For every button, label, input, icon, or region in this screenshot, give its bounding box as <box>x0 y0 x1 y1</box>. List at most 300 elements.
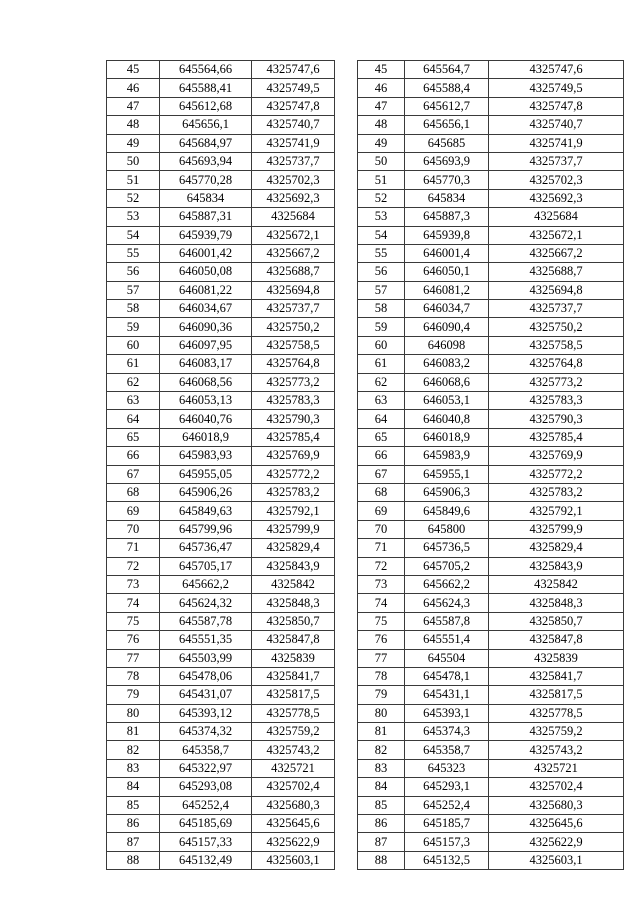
x-coordinate-cell: 645800 <box>405 520 489 538</box>
x-coordinate-cell: 645983,93 <box>160 447 252 465</box>
x-coordinate-cell: 645705,17 <box>160 557 252 575</box>
x-coordinate-cell: 645252,4 <box>160 796 252 814</box>
y-coordinate-cell: 4325772,2 <box>489 465 624 483</box>
x-coordinate-cell: 645849,6 <box>405 502 489 520</box>
point-number-cell: 56 <box>358 263 405 281</box>
point-number-cell: 54 <box>107 226 160 244</box>
y-coordinate-cell: 4325750,2 <box>252 318 335 336</box>
table-row <box>107 631 335 649</box>
table-row <box>107 778 335 796</box>
table-row <box>107 667 335 685</box>
point-number-cell: 66 <box>107 447 160 465</box>
x-coordinate-cell: 646018,9 <box>405 428 489 446</box>
x-coordinate-cell: 646081,2 <box>405 281 489 299</box>
y-coordinate-cell: 4325702,4 <box>489 778 624 796</box>
table-row <box>107 686 335 704</box>
x-coordinate-cell: 645939,8 <box>405 226 489 244</box>
y-coordinate-cell: 4325759,2 <box>489 723 624 741</box>
x-coordinate-cell: 645358,7 <box>405 741 489 759</box>
table-row <box>358 208 624 226</box>
point-number-cell: 73 <box>358 575 405 593</box>
x-coordinate-cell: 645132,5 <box>405 851 489 869</box>
x-coordinate-cell: 645887,31 <box>160 208 252 226</box>
y-coordinate-cell: 4325740,7 <box>252 116 335 134</box>
point-number-cell: 75 <box>358 612 405 630</box>
table-row <box>358 79 624 97</box>
y-coordinate-cell: 4325721 <box>489 759 624 777</box>
table-row <box>358 336 624 354</box>
table-row <box>358 281 624 299</box>
table-row <box>358 410 624 428</box>
x-coordinate-cell: 646068,6 <box>405 373 489 391</box>
x-coordinate-cell: 645478,06 <box>160 667 252 685</box>
point-number-cell: 52 <box>358 189 405 207</box>
table-row <box>107 61 335 79</box>
x-coordinate-cell: 645624,32 <box>160 594 252 612</box>
y-coordinate-cell: 4325743,2 <box>489 741 624 759</box>
table-row <box>358 520 624 538</box>
y-coordinate-cell: 4325842 <box>252 575 335 593</box>
point-number-cell: 78 <box>107 667 160 685</box>
point-number-cell: 82 <box>358 741 405 759</box>
table-row <box>358 483 624 501</box>
y-coordinate-cell: 4325790,3 <box>489 410 624 428</box>
point-number-cell: 83 <box>358 759 405 777</box>
x-coordinate-cell: 645612,68 <box>160 97 252 115</box>
table-row <box>107 300 335 318</box>
y-coordinate-cell: 4325680,3 <box>489 796 624 814</box>
table-row <box>107 79 335 97</box>
y-coordinate-cell: 4325773,2 <box>489 373 624 391</box>
point-number-cell: 65 <box>107 428 160 446</box>
point-number-cell: 53 <box>358 208 405 226</box>
x-coordinate-cell: 645770,3 <box>405 171 489 189</box>
table-row <box>107 502 335 520</box>
table-row <box>107 263 335 281</box>
table-row <box>358 851 624 869</box>
point-number-cell: 51 <box>107 171 160 189</box>
table-row <box>107 97 335 115</box>
point-number-cell: 71 <box>107 539 160 557</box>
y-coordinate-cell: 4325848,3 <box>489 594 624 612</box>
point-number-cell: 48 <box>358 116 405 134</box>
point-number-cell: 83 <box>107 759 160 777</box>
point-number-cell: 60 <box>107 336 160 354</box>
x-coordinate-cell: 645656,1 <box>160 116 252 134</box>
table-row <box>358 465 624 483</box>
x-coordinate-cell: 645431,07 <box>160 686 252 704</box>
x-coordinate-cell: 645374,32 <box>160 723 252 741</box>
y-coordinate-cell: 4325672,1 <box>252 226 335 244</box>
y-coordinate-cell: 4325758,5 <box>252 336 335 354</box>
table-row <box>358 97 624 115</box>
point-number-cell: 58 <box>107 300 160 318</box>
table-row <box>358 796 624 814</box>
x-coordinate-cell: 646068,56 <box>160 373 252 391</box>
table-row <box>358 355 624 373</box>
x-coordinate-cell: 645736,47 <box>160 539 252 557</box>
x-coordinate-cell: 646001,4 <box>405 244 489 262</box>
point-number-cell: 80 <box>358 704 405 722</box>
y-coordinate-cell: 4325749,5 <box>252 79 335 97</box>
coordinates-table-right-body <box>358 61 624 870</box>
point-number-cell: 57 <box>107 281 160 299</box>
y-coordinate-cell: 4325817,5 <box>489 686 624 704</box>
point-number-cell: 47 <box>107 97 160 115</box>
table-row <box>107 539 335 557</box>
table-row <box>107 815 335 833</box>
x-coordinate-cell: 646050,08 <box>160 263 252 281</box>
table-row <box>107 723 335 741</box>
point-number-cell: 62 <box>107 373 160 391</box>
y-coordinate-cell: 4325769,9 <box>252 447 335 465</box>
point-number-cell: 54 <box>358 226 405 244</box>
y-coordinate-cell: 4325847,8 <box>252 631 335 649</box>
table-row <box>107 465 335 483</box>
y-coordinate-cell: 4325764,8 <box>489 355 624 373</box>
x-coordinate-cell: 645955,05 <box>160 465 252 483</box>
table-row <box>107 355 335 373</box>
point-number-cell: 50 <box>358 152 405 170</box>
x-coordinate-cell: 646034,7 <box>405 300 489 318</box>
y-coordinate-cell: 4325790,3 <box>252 410 335 428</box>
y-coordinate-cell: 4325758,5 <box>489 336 624 354</box>
y-coordinate-cell: 4325737,7 <box>489 300 624 318</box>
x-coordinate-cell: 645662,2 <box>405 575 489 593</box>
y-coordinate-cell: 4325747,6 <box>252 61 335 79</box>
y-coordinate-cell: 4325737,7 <box>252 300 335 318</box>
x-coordinate-cell: 645374,3 <box>405 723 489 741</box>
x-coordinate-cell: 645906,26 <box>160 483 252 501</box>
y-coordinate-cell: 4325839 <box>489 649 624 667</box>
point-number-cell: 49 <box>358 134 405 152</box>
point-number-cell: 67 <box>358 465 405 483</box>
table-row <box>358 171 624 189</box>
x-coordinate-cell: 645588,4 <box>405 79 489 97</box>
point-number-cell: 88 <box>107 851 160 869</box>
y-coordinate-cell: 4325737,7 <box>252 152 335 170</box>
y-coordinate-cell: 4325783,3 <box>252 392 335 410</box>
table-row <box>358 723 624 741</box>
coordinates-table-left-body <box>107 61 335 870</box>
x-coordinate-cell: 645693,9 <box>405 152 489 170</box>
point-number-cell: 51 <box>358 171 405 189</box>
point-number-cell: 65 <box>358 428 405 446</box>
point-number-cell: 78 <box>358 667 405 685</box>
point-number-cell: 71 <box>358 539 405 557</box>
point-number-cell: 59 <box>358 318 405 336</box>
table-row <box>358 649 624 667</box>
table-row <box>107 336 335 354</box>
point-number-cell: 76 <box>107 631 160 649</box>
point-number-cell: 45 <box>358 61 405 79</box>
point-number-cell: 61 <box>107 355 160 373</box>
table-row <box>358 704 624 722</box>
x-coordinate-cell: 645185,7 <box>405 815 489 833</box>
y-coordinate-cell: 4325773,2 <box>252 373 335 391</box>
point-number-cell: 70 <box>107 520 160 538</box>
y-coordinate-cell: 4325747,8 <box>252 97 335 115</box>
y-coordinate-cell: 4325764,8 <box>252 355 335 373</box>
point-number-cell: 55 <box>358 244 405 262</box>
y-coordinate-cell: 4325783,2 <box>252 483 335 501</box>
point-number-cell: 56 <box>107 263 160 281</box>
point-number-cell: 74 <box>107 594 160 612</box>
point-number-cell: 47 <box>358 97 405 115</box>
table-row <box>107 851 335 869</box>
table-row <box>107 428 335 446</box>
x-coordinate-cell: 645431,1 <box>405 686 489 704</box>
y-coordinate-cell: 4325783,3 <box>489 392 624 410</box>
table-row <box>358 539 624 557</box>
y-coordinate-cell: 4325737,7 <box>489 152 624 170</box>
x-coordinate-cell: 645736,5 <box>405 539 489 557</box>
y-coordinate-cell: 4325792,1 <box>489 502 624 520</box>
table-row <box>358 152 624 170</box>
table-row <box>358 189 624 207</box>
y-coordinate-cell: 4325842 <box>489 575 624 593</box>
point-number-cell: 72 <box>107 557 160 575</box>
y-coordinate-cell: 4325694,8 <box>489 281 624 299</box>
point-number-cell: 63 <box>107 392 160 410</box>
table-row <box>358 300 624 318</box>
table-row <box>358 318 624 336</box>
table-row <box>107 833 335 851</box>
y-coordinate-cell: 4325850,7 <box>252 612 335 630</box>
y-coordinate-cell: 4325688,7 <box>489 263 624 281</box>
x-coordinate-cell: 645504 <box>405 649 489 667</box>
point-number-cell: 74 <box>358 594 405 612</box>
point-number-cell: 79 <box>107 686 160 704</box>
y-coordinate-cell: 4325743,2 <box>252 741 335 759</box>
point-number-cell: 77 <box>358 649 405 667</box>
point-number-cell: 86 <box>107 815 160 833</box>
table-row <box>358 575 624 593</box>
point-number-cell: 86 <box>358 815 405 833</box>
table-row <box>107 171 335 189</box>
point-number-cell: 70 <box>358 520 405 538</box>
x-coordinate-cell: 645906,3 <box>405 483 489 501</box>
x-coordinate-cell: 646098 <box>405 336 489 354</box>
point-number-cell: 46 <box>107 79 160 97</box>
y-coordinate-cell: 4325817,5 <box>252 686 335 704</box>
x-coordinate-cell: 645478,1 <box>405 667 489 685</box>
y-coordinate-cell: 4325672,1 <box>489 226 624 244</box>
x-coordinate-cell: 645322,97 <box>160 759 252 777</box>
point-number-cell: 48 <box>107 116 160 134</box>
y-coordinate-cell: 4325702,3 <box>489 171 624 189</box>
table-row <box>358 428 624 446</box>
point-number-cell: 80 <box>107 704 160 722</box>
point-number-cell: 68 <box>358 483 405 501</box>
point-number-cell: 87 <box>107 833 160 851</box>
point-number-cell: 49 <box>107 134 160 152</box>
point-number-cell: 81 <box>107 723 160 741</box>
x-coordinate-cell: 645564,7 <box>405 61 489 79</box>
table-row <box>358 759 624 777</box>
table-row <box>358 833 624 851</box>
point-number-cell: 64 <box>358 410 405 428</box>
point-number-cell: 84 <box>107 778 160 796</box>
y-coordinate-cell: 4325841,7 <box>489 667 624 685</box>
table-row <box>358 557 624 575</box>
point-number-cell: 69 <box>358 502 405 520</box>
x-coordinate-cell: 645887,3 <box>405 208 489 226</box>
point-number-cell: 85 <box>107 796 160 814</box>
table-row <box>107 704 335 722</box>
y-coordinate-cell: 4325684 <box>489 208 624 226</box>
x-coordinate-cell: 645564,66 <box>160 61 252 79</box>
y-coordinate-cell: 4325702,3 <box>252 171 335 189</box>
x-coordinate-cell: 645799,96 <box>160 520 252 538</box>
table-row <box>107 152 335 170</box>
x-coordinate-cell: 645252,4 <box>405 796 489 814</box>
x-coordinate-cell: 645624,3 <box>405 594 489 612</box>
point-number-cell: 84 <box>358 778 405 796</box>
y-coordinate-cell: 4325799,9 <box>489 520 624 538</box>
table-row <box>358 667 624 685</box>
x-coordinate-cell: 646034,67 <box>160 300 252 318</box>
x-coordinate-cell: 645358,7 <box>160 741 252 759</box>
y-coordinate-cell: 4325829,4 <box>489 539 624 557</box>
point-number-cell: 87 <box>358 833 405 851</box>
point-number-cell: 46 <box>358 79 405 97</box>
table-row <box>107 575 335 593</box>
x-coordinate-cell: 646090,4 <box>405 318 489 336</box>
y-coordinate-cell: 4325850,7 <box>489 612 624 630</box>
y-coordinate-cell: 4325785,4 <box>489 428 624 446</box>
y-coordinate-cell: 4325772,2 <box>252 465 335 483</box>
x-coordinate-cell: 645693,94 <box>160 152 252 170</box>
point-number-cell: 88 <box>358 851 405 869</box>
point-number-cell: 67 <box>107 465 160 483</box>
y-coordinate-cell: 4325721 <box>252 759 335 777</box>
table-row <box>107 520 335 538</box>
y-coordinate-cell: 4325692,3 <box>489 189 624 207</box>
x-coordinate-cell: 645393,12 <box>160 704 252 722</box>
point-number-cell: 79 <box>358 686 405 704</box>
point-number-cell: 69 <box>107 502 160 520</box>
table-row <box>107 244 335 262</box>
x-coordinate-cell: 645587,78 <box>160 612 252 630</box>
y-coordinate-cell: 4325783,2 <box>489 483 624 501</box>
x-coordinate-cell: 646050,1 <box>405 263 489 281</box>
point-number-cell: 75 <box>107 612 160 630</box>
x-coordinate-cell: 645323 <box>405 759 489 777</box>
y-coordinate-cell: 4325645,6 <box>489 815 624 833</box>
table-row <box>107 208 335 226</box>
y-coordinate-cell: 4325741,9 <box>489 134 624 152</box>
x-coordinate-cell: 646018,9 <box>160 428 252 446</box>
table-row <box>358 61 624 79</box>
y-coordinate-cell: 4325603,1 <box>252 851 335 869</box>
y-coordinate-cell: 4325622,9 <box>252 833 335 851</box>
point-number-cell: 52 <box>107 189 160 207</box>
x-coordinate-cell: 646040,76 <box>160 410 252 428</box>
table-row <box>358 686 624 704</box>
table-row <box>107 189 335 207</box>
table-row <box>107 281 335 299</box>
x-coordinate-cell: 645770,28 <box>160 171 252 189</box>
x-coordinate-cell: 645685 <box>405 134 489 152</box>
x-coordinate-cell: 645588,41 <box>160 79 252 97</box>
point-number-cell: 50 <box>107 152 160 170</box>
table-row <box>358 373 624 391</box>
y-coordinate-cell: 4325692,3 <box>252 189 335 207</box>
point-number-cell: 73 <box>107 575 160 593</box>
x-coordinate-cell: 646001,42 <box>160 244 252 262</box>
y-coordinate-cell: 4325749,5 <box>489 79 624 97</box>
y-coordinate-cell: 4325785,4 <box>252 428 335 446</box>
y-coordinate-cell: 4325792,1 <box>252 502 335 520</box>
table-row <box>107 483 335 501</box>
table-row <box>358 594 624 612</box>
coordinates-table-left <box>106 60 335 870</box>
table-row <box>358 631 624 649</box>
table-row <box>358 226 624 244</box>
point-number-cell: 82 <box>107 741 160 759</box>
table-row <box>107 134 335 152</box>
x-coordinate-cell: 645705,2 <box>405 557 489 575</box>
table-row <box>358 815 624 833</box>
point-number-cell: 61 <box>358 355 405 373</box>
y-coordinate-cell: 4325741,9 <box>252 134 335 152</box>
point-number-cell: 53 <box>107 208 160 226</box>
table-row <box>358 134 624 152</box>
x-coordinate-cell: 645939,79 <box>160 226 252 244</box>
x-coordinate-cell: 646090,36 <box>160 318 252 336</box>
x-coordinate-cell: 645983,9 <box>405 447 489 465</box>
y-coordinate-cell: 4325759,2 <box>252 723 335 741</box>
table-row <box>358 263 624 281</box>
x-coordinate-cell: 645849,63 <box>160 502 252 520</box>
table-row <box>107 392 335 410</box>
y-coordinate-cell: 4325603,1 <box>489 851 624 869</box>
x-coordinate-cell: 646040,8 <box>405 410 489 428</box>
point-number-cell: 66 <box>358 447 405 465</box>
y-coordinate-cell: 4325740,7 <box>489 116 624 134</box>
table-row <box>358 502 624 520</box>
point-number-cell: 85 <box>358 796 405 814</box>
x-coordinate-cell: 645834 <box>405 189 489 207</box>
coordinates-table-right <box>357 60 624 870</box>
table-row <box>358 612 624 630</box>
x-coordinate-cell: 645293,08 <box>160 778 252 796</box>
y-coordinate-cell: 4325769,9 <box>489 447 624 465</box>
y-coordinate-cell: 4325750,2 <box>489 318 624 336</box>
y-coordinate-cell: 4325702,4 <box>252 778 335 796</box>
y-coordinate-cell: 4325848,3 <box>252 594 335 612</box>
table-row <box>107 373 335 391</box>
x-coordinate-cell: 645612,7 <box>405 97 489 115</box>
x-coordinate-cell: 645551,4 <box>405 631 489 649</box>
y-coordinate-cell: 4325694,8 <box>252 281 335 299</box>
table-row <box>107 116 335 134</box>
x-coordinate-cell: 646083,2 <box>405 355 489 373</box>
x-coordinate-cell: 645662,2 <box>160 575 252 593</box>
x-coordinate-cell: 646053,13 <box>160 392 252 410</box>
table-row <box>358 244 624 262</box>
y-coordinate-cell: 4325778,5 <box>489 704 624 722</box>
point-number-cell: 63 <box>358 392 405 410</box>
x-coordinate-cell: 645684,97 <box>160 134 252 152</box>
point-number-cell: 55 <box>107 244 160 262</box>
table-row <box>358 116 624 134</box>
x-coordinate-cell: 645293,1 <box>405 778 489 796</box>
y-coordinate-cell: 4325667,2 <box>252 244 335 262</box>
point-number-cell: 77 <box>107 649 160 667</box>
table-row <box>107 796 335 814</box>
